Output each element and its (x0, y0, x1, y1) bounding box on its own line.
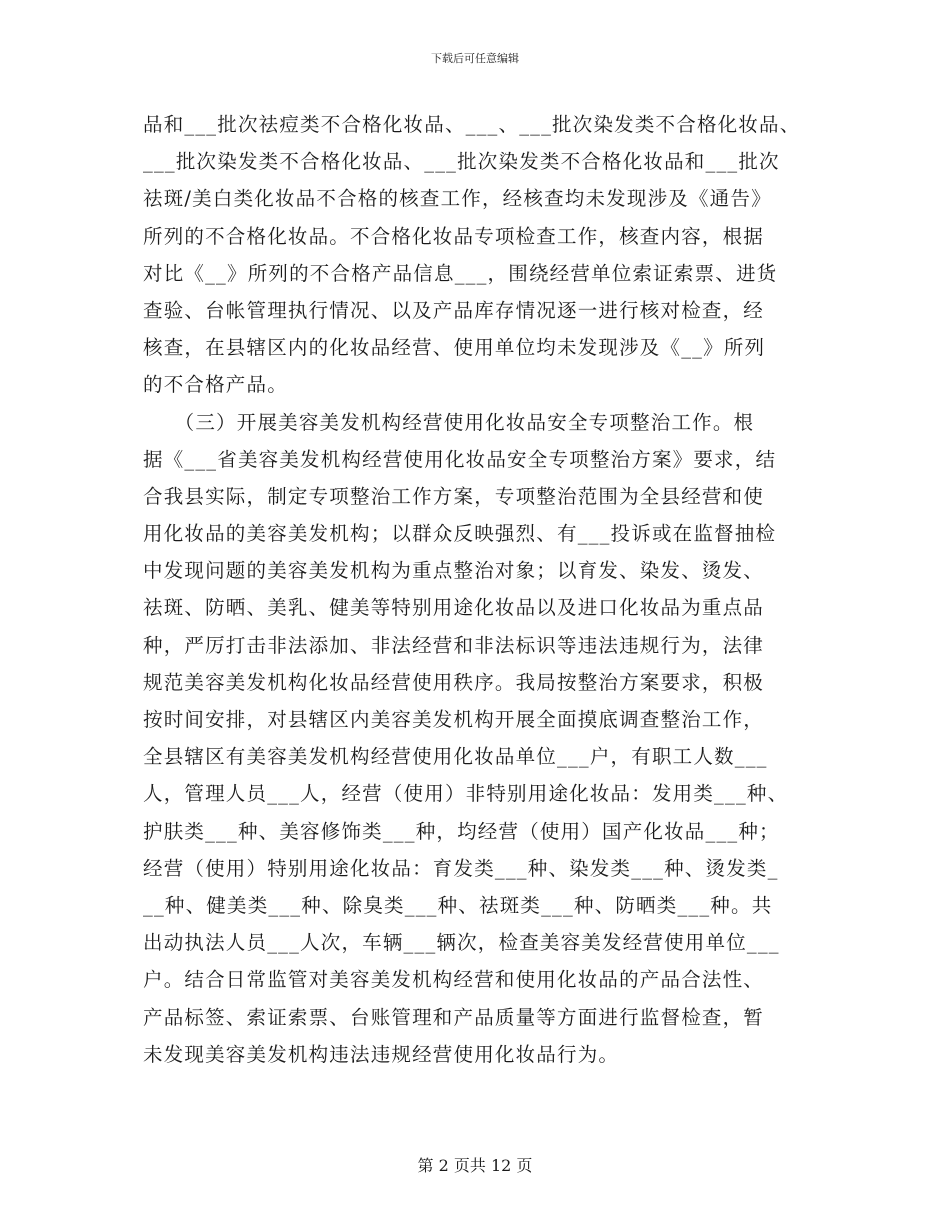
text-line: 的不合格产品。 (143, 373, 288, 397)
text-line: 用化妆品的美容美发机构；以群众反映强烈、有___投诉或在监督抽检 (143, 522, 777, 546)
text-line: ___批次染发类不合格化妆品、___批次染发类不合格化妆品和___批次 (143, 150, 780, 174)
text-line: 全县辖区有美容美发机构经营使用化妆品单位___户，有职工人数___ (143, 745, 768, 769)
page-number-footer: 第 2 页共 12 页 (417, 1156, 533, 1175)
document-body (143, 110, 813, 1077)
text-line: 按时间安排，对县辖区内美容美发机构开展全面摸底调查整治工作， (143, 708, 765, 731)
text-line: 祛斑、防晒、美乳、健美等特别用途化妆品以及进口化妆品为重点品 (143, 596, 765, 620)
text-line: 对比《__》所列的不合格产品信息___，围绕经营单位索证索票、进货 (143, 261, 778, 285)
text-line: 产品标签、索证索票、台账管理和产品质量等方面进行监督检查，暂 (143, 1005, 765, 1029)
text-line: 出动执法人员___人次，车辆___辆次，检查美容美发经营使用单位___ (143, 931, 780, 955)
text-line: 查验、台帐管理执行情况、以及产品库存情况逐一进行核对检查，经 (143, 298, 765, 322)
text-line: 核查，在县辖区内的化妆品经营、使用单位均未发现涉及《__》所列 (143, 336, 766, 360)
text-line: 所列的不合格化妆品。不合格化妆品专项检查工作，核查内容，根据 (143, 224, 765, 248)
text-line: 未发现美容美发机构违法违规经营使用化妆品行为。 (143, 1042, 620, 1066)
text-line: （三）开展美容美发机构经营使用化妆品安全专项整治工作。根 (143, 410, 755, 434)
text-line: 规范美容美发机构化妆品经营使用秩序。我局按整治方案要求，积极 (143, 670, 765, 694)
text-line: 祛斑/美白类化妆品不合格的核查工作，经核查均未发现涉及《通告》 (143, 187, 772, 211)
text-line: 合我县实际，制定专项整治工作方案，专项整治范围为全县经营和使 (143, 484, 765, 508)
text-line: 户。结合日常监管对美容美发机构经营和使用化妆品的产品合法性、 (143, 968, 765, 992)
text-line: 经营（使用）特别用途化妆品：育发类___种、染发类___种、烫发类_ (143, 856, 779, 880)
text-line: 人，管理人员___人，经营（使用）非特别用途化妆品：发用类___种、 (143, 782, 789, 806)
page-header: 下载后可任意编辑 (431, 52, 519, 65)
text-line: 护肤类___种、美容修饰类___种，均经营（使用）国产化妆品___种； (143, 819, 780, 843)
text-line: 品和___批次祛痘类不合格化妆品、___、___批次染发类不合格化妆品、 (143, 113, 801, 136)
text-line: 中发现问题的美容美发机构为重点整治对象；以育发、染发、烫发、 (143, 559, 765, 583)
text-line: 据《___省美容美发机构经营使用化妆品安全专项整治方案》要求，结 (143, 447, 777, 471)
text-line: __种、健美类___种、除臭类___种、祛斑类___种、防晒类___种。共 (143, 893, 773, 917)
text-line: 种，严厉打击非法添加、非法经营和非法标识等违法违规行为，法律 (143, 633, 765, 657)
